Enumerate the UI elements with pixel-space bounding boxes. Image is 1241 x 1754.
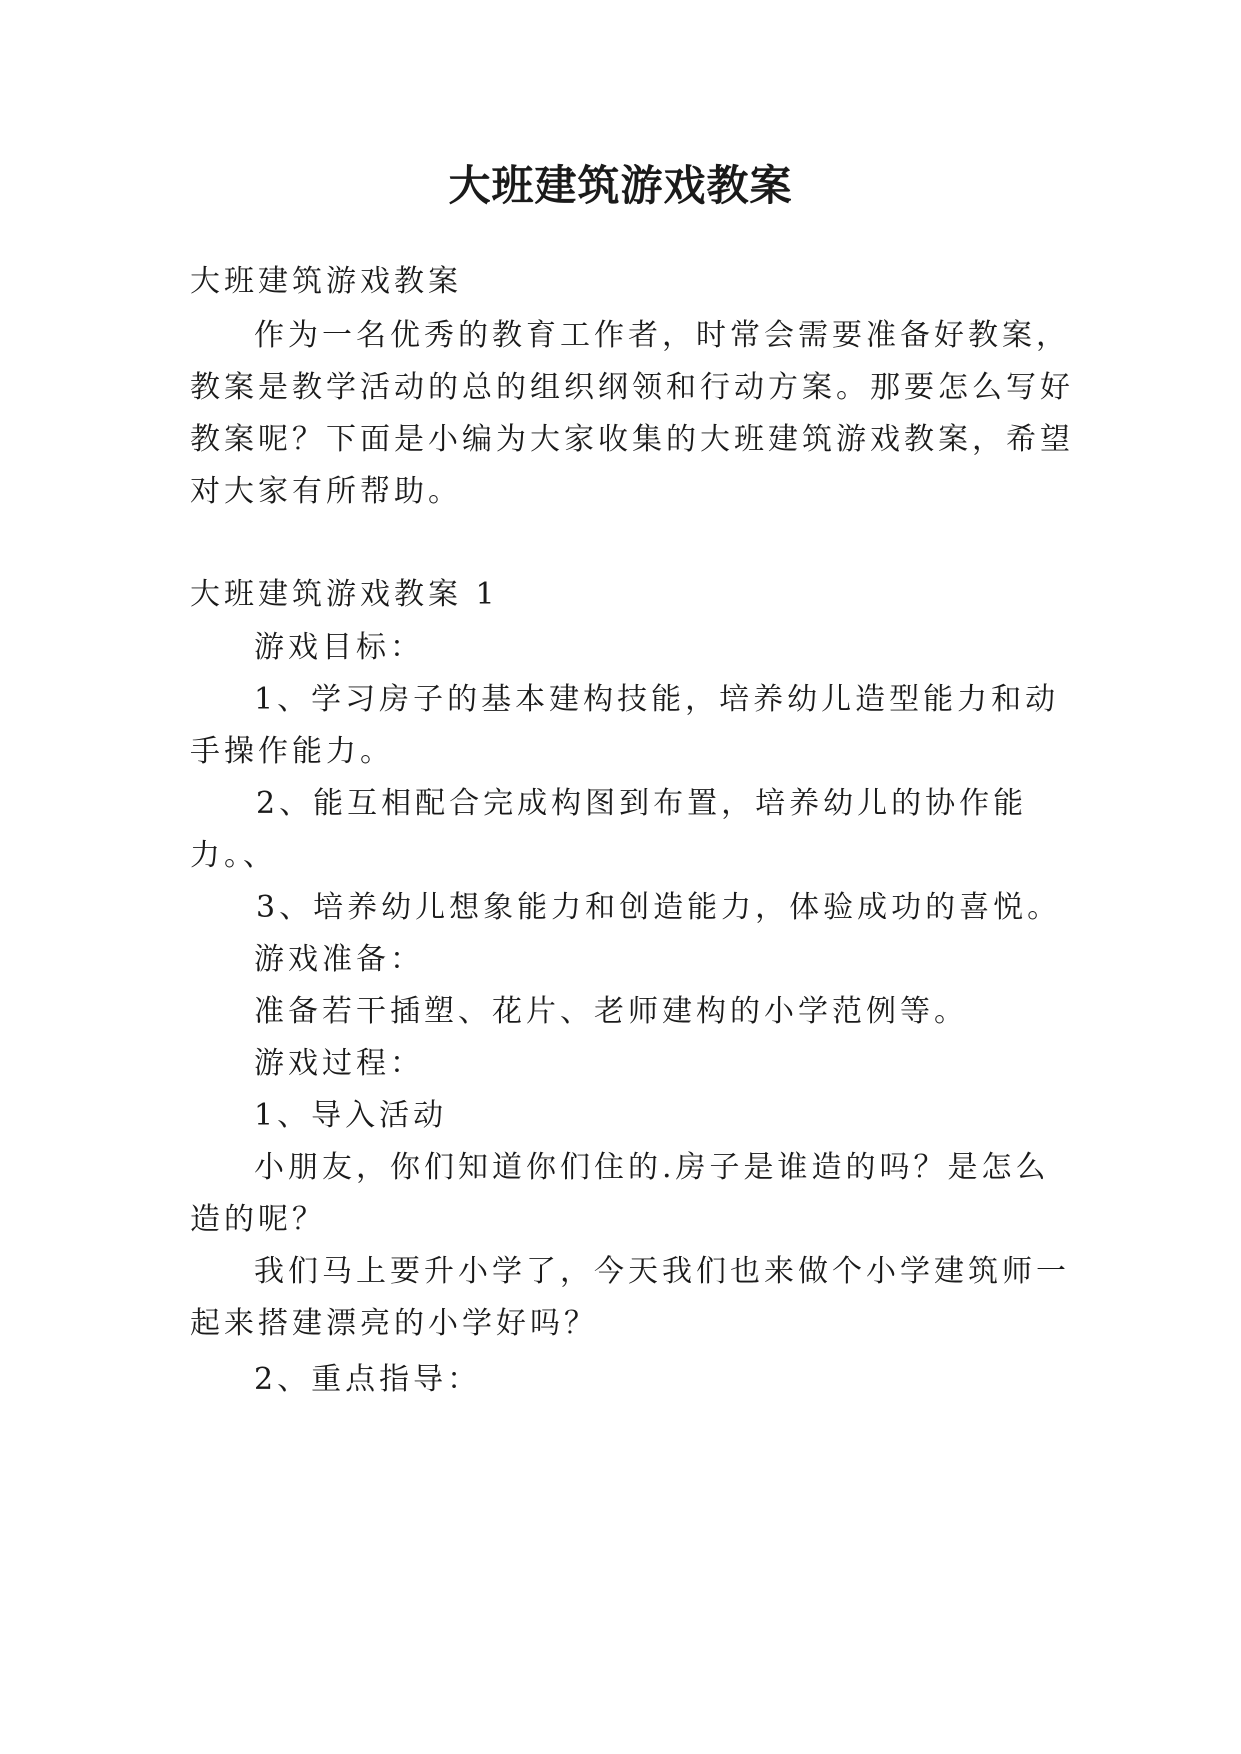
intro-paragraph-line: 教案呢？下面是小编为大家收集的大班建筑游戏教案，希望 [190,422,1074,457]
intro-paragraph-line: 作为一名优秀的教育工作者，时常会需要准备好教案， [254,318,1070,353]
step-heading: 1、导入活动 [254,1098,448,1133]
goal-item-line: 2、能互相配合完成构图到布置，培养幼儿的协作能 [256,786,1028,821]
intro-paragraph-line: 教案是教学活动的总的组织纲领和行动方案。那要怎么写好 [190,370,1074,405]
subheading: 游戏目标： [254,630,424,665]
document-title: 大班建筑游戏教案 [448,161,793,210]
step-heading: 2、重点指导： [254,1362,482,1397]
body-line: 准备若干插塑、花片、老师建构的小学范例等。 [254,994,968,1029]
subheading: 游戏准备： [254,942,424,977]
goal-item-line: 力。、 [190,838,277,873]
goal-item-line: 手操作能力。 [190,734,394,769]
subheading: 游戏过程： [254,1046,424,1081]
goal-item-line: 3、培养幼儿想象能力和创造能力，体验成功的喜悦。 [256,890,1062,925]
body-line: 起来搭建漂亮的小学好吗？ [190,1306,598,1341]
body-line: 我们马上要升小学了，今天我们也来做个小学建筑师一 [254,1254,1070,1289]
body-line: 造的呢？ [190,1202,326,1237]
intro-paragraph-line: 对大家有所帮助。 [190,474,462,509]
section-heading: 大班建筑游戏教案 1 [190,577,499,612]
body-line: 小朋友，你们知道你们住的.房子是谁造的吗？是怎么 [254,1150,1050,1185]
subtitle: 大班建筑游戏教案 [190,264,462,299]
goal-item-line: 1、学习房子的基本建构技能，培养幼儿造型能力和动 [254,682,1060,717]
